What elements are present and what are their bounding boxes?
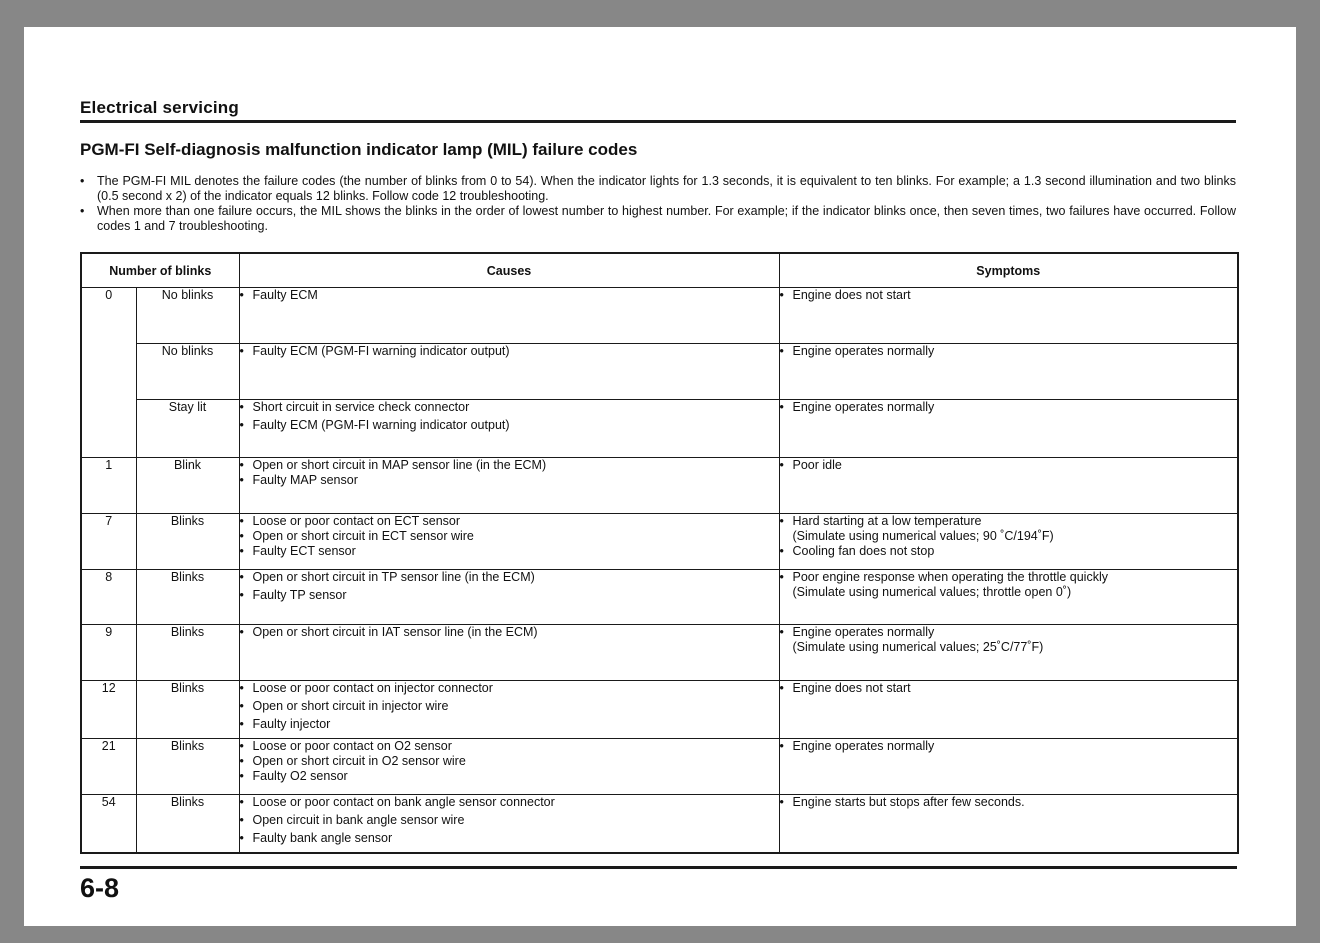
bullet-icon: • [239,754,244,768]
item-text: Loose or poor contact on O2 sensor [252,739,452,753]
bullet-icon: • [239,544,244,558]
manual-page [24,27,1296,926]
blink-cell: Blink [136,458,239,514]
causes-cell [239,681,779,739]
code-cell: 54 [81,795,136,853]
cause-item [240,418,779,433]
causes-cell [239,739,779,795]
symptoms-cell [779,570,1238,625]
item-text: (Simulate using numerical values; throttle open 0˚) [792,585,1072,599]
code-cell: 21 [81,739,136,795]
symptom-item [780,795,1238,810]
bullet-icon: • [239,344,244,358]
causes-cell [239,344,779,400]
item-text: Faulty ECM (PGM-FI warning indicator output) [252,418,510,432]
item-text: Faulty bank angle sensor [252,831,393,845]
bullet-icon: • [779,544,784,558]
bullet-icon: • [779,458,784,472]
header-number-of-blinks: Number of blinks [81,253,239,288]
item-text: Open or short circuit in MAP sensor line (in the ECM) [252,458,547,472]
cause-item [240,681,779,696]
item-text: Engine operates normally [792,344,935,358]
item-text: Engine starts but stops after few seconds. [792,795,1025,809]
table-row [81,795,1238,853]
item-text: Engine operates normally [792,739,935,753]
symptom-item [780,288,1238,303]
item-text: Faulty O2 sensor [252,769,348,783]
item-text: Faulty MAP sensor [252,473,358,487]
bullet-icon: • [80,204,85,218]
symptom-item [780,344,1238,359]
bullet-icon: • [239,795,244,809]
bullet-icon: • [239,529,244,543]
table-row [81,344,1238,400]
item-text: Engine operates normally [792,400,935,414]
table-row [81,458,1238,514]
cause-item [240,625,779,640]
item-text: Poor idle [792,458,842,472]
cause-item [240,570,779,585]
cause-item [240,588,779,603]
cause-item [240,754,779,769]
table-row [81,514,1238,570]
cause-item [240,514,779,529]
blink-cell: Blinks [136,681,239,739]
bullet-icon: • [239,570,244,584]
bullet-icon: • [779,570,784,584]
page-title: PGM-FI Self-diagnosis malfunction indicator lamp (MIL) failure codes [80,140,638,159]
causes-cell [239,400,779,458]
bullet-icon: • [239,831,244,845]
bullet-icon: • [239,717,244,731]
bullet-icon: • [779,739,784,753]
item-text: Faulty ECT sensor [252,544,356,558]
item-text: Short circuit in service check connector [252,400,470,414]
symptoms-cell [779,514,1238,570]
bullet-icon: • [239,681,244,695]
page-number: 6-8 [80,873,120,903]
bullet-icon: • [779,514,784,528]
code-cell: 12 [81,681,136,739]
item-text: Open or short circuit in injector wire [252,699,449,713]
causes-cell [239,570,779,625]
item-text: Loose or poor contact on bank angle sensor connector [252,795,555,809]
bullet-icon: • [239,473,244,487]
table-header-row [81,253,1238,288]
failure-codes-table [80,252,1239,854]
footer-rule [80,866,1237,869]
blink-cell: No blinks [136,344,239,400]
bullet-icon: • [779,795,784,809]
symptoms-cell [779,400,1238,458]
code-cell: 7 [81,514,136,570]
item-text: Faulty TP sensor [252,588,347,602]
intro-item: • The PGM-FI MIL denotes the failure codes (the number of blinks from 0 to 54). When the indicator lights for 1.3 seconds, it is equivalent to ten blinks. For example; a 1.3 second illumination and two blinks (0.5 second x 2) of the indicator equals 12 blinks. Follow code 12 troubleshooting. [80,174,1236,203]
item-text: Hard starting at a low temperature [792,514,982,528]
item-text: Loose or poor contact on ECT sensor [252,514,461,528]
bullet-icon: • [239,739,244,753]
symptoms-cell [779,681,1238,739]
symptom-item [780,739,1238,754]
table-row [81,625,1238,681]
item-text: Open or short circuit in O2 sensor wire [252,754,466,768]
table-body [81,288,1238,853]
bullet-icon: • [239,699,244,713]
symptom-item [780,625,1238,655]
cause-item [240,795,779,810]
cause-item [240,400,779,415]
blink-cell: No blinks [136,288,239,344]
header-symptoms: Symptoms [779,253,1238,288]
item-text: Faulty injector [252,717,331,731]
code-cell: 9 [81,625,136,681]
symptom-item [780,400,1238,415]
blink-cell: Blinks [136,795,239,853]
symptoms-cell [779,739,1238,795]
causes-cell [239,288,779,344]
bullet-icon: • [80,174,85,188]
bullet-icon: • [239,288,244,302]
cause-item [240,344,779,359]
symptoms-cell [779,795,1238,853]
section-title: Electrical servicing [80,98,239,117]
bullet-icon: • [779,681,784,695]
cause-item [240,288,779,303]
item-text: Open or short circuit in ECT sensor wire [252,529,474,543]
item-text: Open or short circuit in TP sensor line (in the ECM) [252,570,535,584]
blink-cell: Stay lit [136,400,239,458]
item-text: Poor engine response when operating the throttle quickly [792,570,1108,584]
bullet-icon: • [779,344,784,358]
item-text: Cooling fan does not stop [792,544,935,558]
bullet-icon: • [239,418,244,432]
symptoms-cell [779,625,1238,681]
bullet-icon: • [239,400,244,414]
cause-item [240,813,779,828]
causes-cell [239,795,779,853]
cause-item [240,717,779,732]
item-text: Engine operates normally [792,625,935,639]
cause-item [240,458,779,473]
code-cell: 0 [81,288,136,458]
header-causes: Causes [239,253,779,288]
code-cell: 1 [81,458,136,514]
item-text: Faulty ECM [252,288,318,302]
item-text: (Simulate using numerical values; 90 ˚C/194˚F) [792,529,1054,543]
blink-cell: Blinks [136,514,239,570]
cause-item [240,739,779,754]
bullet-icon: • [239,813,244,827]
symptoms-cell [779,344,1238,400]
causes-cell [239,625,779,681]
table-row [81,739,1238,795]
cause-item [240,769,779,784]
symptom-item [780,544,1238,559]
causes-cell [239,458,779,514]
symptom-item [780,681,1238,696]
symptom-item [780,514,1238,544]
cause-item [240,831,779,846]
symptoms-cell [779,458,1238,514]
item-text: Faulty ECM (PGM-FI warning indicator output) [252,344,510,358]
symptoms-cell [779,288,1238,344]
bullet-icon: • [779,625,784,639]
blink-cell: Blinks [136,570,239,625]
symptom-item [780,458,1238,473]
item-text: Loose or poor contact on injector connector [252,681,493,695]
symptom-item [780,570,1238,600]
causes-cell [239,514,779,570]
bullet-icon: • [239,514,244,528]
cause-item [240,544,779,559]
table-row [81,288,1238,344]
intro-list [80,174,1236,234]
bullet-icon: • [779,288,784,302]
item-text: Engine does not start [792,681,911,695]
intro-item: • When more than one failure occurs, the MIL shows the blinks in the order of lowest number to highest number. For example; if the indicator blinks once, then seven times, two failures have occurred. Follow codes 1 and 7 troubleshooting. [80,204,1236,233]
code-cell: 8 [81,570,136,625]
cause-item [240,529,779,544]
bullet-icon: • [239,769,244,783]
bullet-icon: • [239,458,244,472]
table-row [81,570,1238,625]
cause-item [240,473,779,488]
cause-item [240,699,779,714]
bullet-icon: • [239,588,244,602]
item-text: (Simulate using numerical values; 25˚C/77˚F) [792,640,1044,654]
section-header [80,98,1236,123]
item-text: Engine does not start [792,288,911,302]
table-row [81,681,1238,739]
item-text: Open or short circuit in IAT sensor line (in the ECM) [252,625,538,639]
table-row [81,400,1238,458]
blink-cell: Blinks [136,625,239,681]
bullet-icon: • [779,400,784,414]
blink-cell: Blinks [136,739,239,795]
item-text: Open circuit in bank angle sensor wire [252,813,465,827]
bullet-icon: • [239,625,244,639]
